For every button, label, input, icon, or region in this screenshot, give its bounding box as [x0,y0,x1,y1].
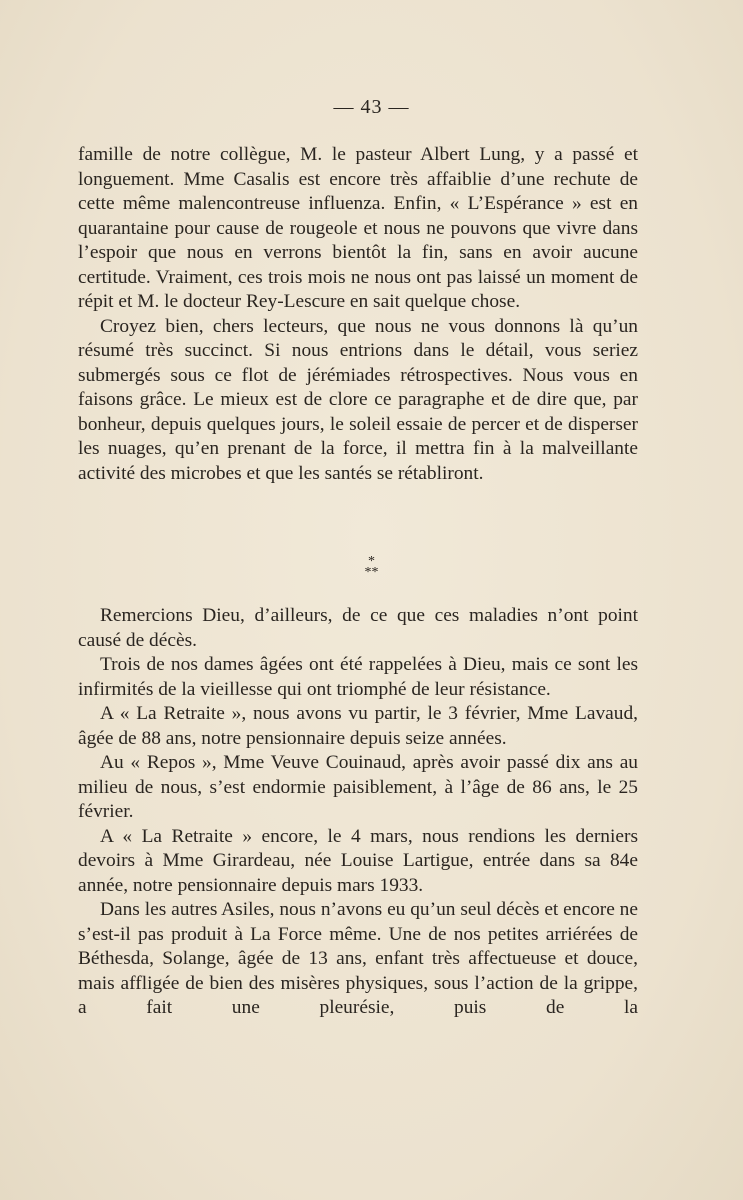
paragraph-3: Remercions Dieu, d’ailleurs, de ce que ces maladies n’ont point causé de décès. [78,605,638,651]
paragraph-1: famille de notre collègue, M. le pasteur Albert Lung, y a passé et longuement. Mme Casalis est encore très affaiblie d’une rechute de cette même malencontreuse influenza. Enfin, « L’Espérance » est en quarantaine pour cause de rougeole et nous ne pouvons que vivre dans l’espoir que nous en verrons bientôt la fin, sans en avoir aucune certitude. Vraiment, ces trois mois ne nous ont pas laissé un moment de répit et M. le docteur Rey-Lescure en sait quelque chose. [78,144,638,312]
asterism-bottom: ** [364,565,379,580]
page-number: — 43 — [333,96,410,118]
paragraph-5: A « La Retraite », nous avons vu partir, le 3 février, Mme Lavaud, âgée de 88 ans, notre pensionnaire depuis seize années. [78,703,638,749]
paragraph-4: Trois de nos dames âgées ont été rappelées à Dieu, mais ce sont les infirmités de la vieillesse qui ont triomphé de leur résistance. [78,654,638,700]
paragraph-8: Dans les autres Asiles, nous n’avons eu qu’un seul décès et encore ne s’est-il pas produit à La Force même. Une de nos petites arriérées de Béthesda, Solange, âgée de 13 ans, enfant très affectueuse et douce, mais affligée de bien des misères physiques, sous l’action de la grippe, a fait une pleurésie, puis de la [78,899,638,1018]
paragraph-7: A « La Retraite » encore, le 4 mars, nous rendions les derniers devoirs à Mme Girardeau, née Louise Lartigue, entrée dans sa 84e année, notre pensionnaire depuis mars 1933. [78,825,638,896]
asterism-top: * [368,554,375,569]
paragraph-6: Au « Repos », Mme Veuve Couinaud, après avoir passé dix ans au milieu de nous, s’est endormie paisiblement, à l’âge de 86 ans, le 25 février. [78,752,638,822]
text-section-1 [78,143,638,486]
paragraph-2: Croyez bien, chers lecteurs, que nous ne vous donnons là qu’un résumé très succinct. Si nous entrions dans le détail, vous seriez submergés sous ce flot de jérémiades rétrospectives. Nous vous en faisons grâce. Le mieux est de clore ce paragraphe et de dire que, par bonheur, depuis quelques jours, le soleil essaie de percer et de disperser les nuages, qu’en prenant de la force, il mettra fin à la malveillante activité des microbes et que les santés se rétabliront. [78,315,638,484]
text-section-2 [78,604,638,1021]
asterism-separator [0,556,743,578]
